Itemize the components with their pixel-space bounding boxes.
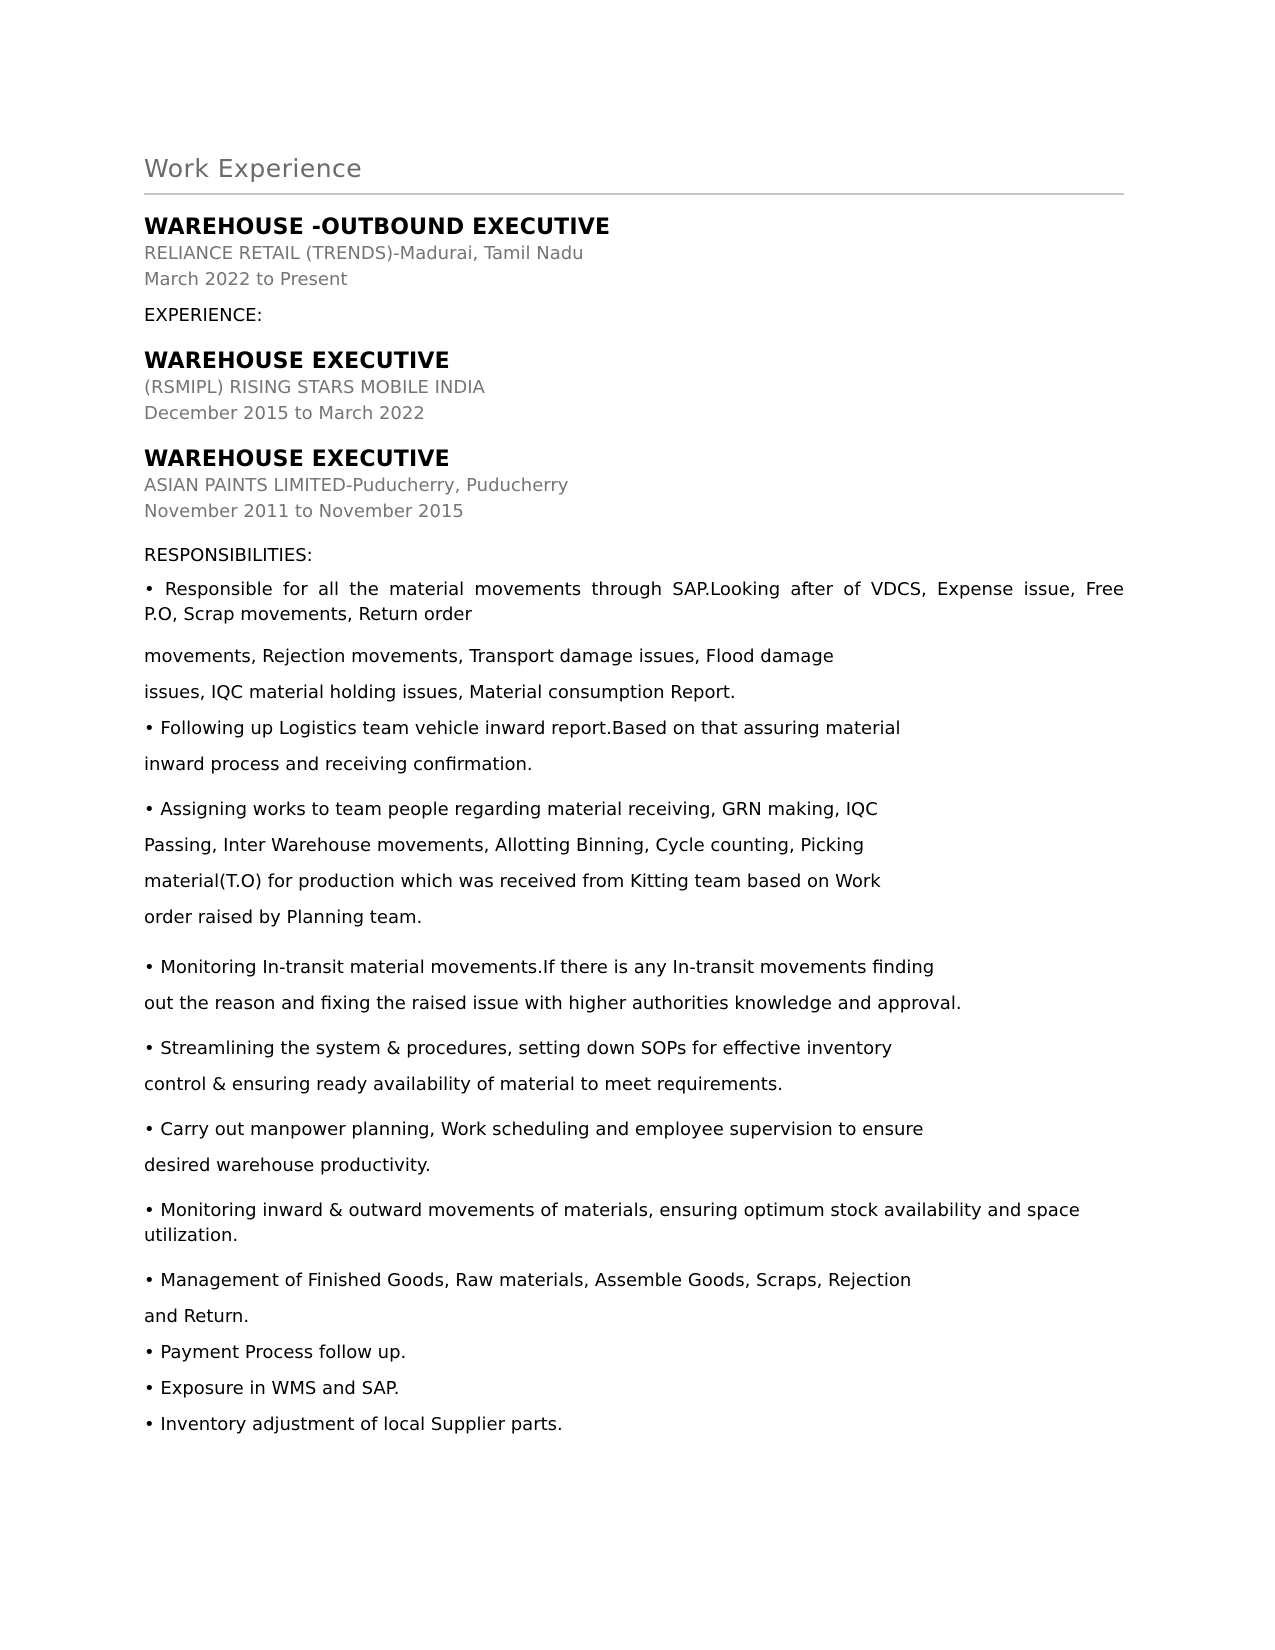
job-dates: November 2011 to November 2015 (144, 501, 464, 522)
job-title: WAREHOUSE EXECUTIVE (144, 447, 450, 472)
continuation-line: order raised by Planning team. (144, 907, 423, 928)
bullet-line: • Responsible for all the material movements through SAP.Looking after of VDCS, Expense issue, Free (144, 579, 1124, 600)
continuation-line: Passing, Inter Warehouse movements, Allotting Binning, Cycle counting, Picking (144, 835, 865, 856)
experience-label: EXPERIENCE: (144, 305, 263, 326)
continuation-line: movements, Rejection movements, Transport damage issues, Flood damage (144, 646, 834, 667)
job-title: WAREHOUSE EXECUTIVE (144, 349, 450, 374)
bullet-line: • Streamlining the system & procedures, setting down SOPs for effective inventory (144, 1038, 893, 1059)
job-entry (144, 215, 1124, 293)
bullet-line: • Monitoring In-transit material movements.If there is any In-transit movements finding (144, 957, 935, 978)
continuation-line: issues, IQC material holding issues, Material consumption Report. (144, 682, 736, 703)
job-dates: March 2022 to Present (144, 269, 348, 290)
continuation-line: desired warehouse productivity. (144, 1155, 431, 1176)
job-company-location: ASIAN PAINTS LIMITED-Puducherry, Puducherry (144, 475, 569, 496)
continuation-line: control & ensuring ready availability of material to meet requirements. (144, 1074, 783, 1095)
bullet-line: • Payment Process follow up. (144, 1342, 407, 1363)
responsibilities-list (144, 577, 1124, 1437)
job-entry (144, 349, 1124, 427)
job-entry (144, 447, 1124, 525)
job-company-location: (RSMIPL) RISING STARS MOBILE INDIA (144, 377, 485, 398)
section-title: Work Experience (144, 154, 363, 183)
continuation-line: utilization. (144, 1225, 239, 1246)
bullet-line: • Following up Logistics team vehicle inward report.Based on that assuring material (144, 718, 901, 739)
bullet-line: • Exposure in WMS and SAP. (144, 1378, 400, 1399)
continuation-line: material(T.O) for production which was received from Kitting team based on Work (144, 871, 881, 892)
continuation-line: out the reason and fixing the raised issue with higher authorities knowledge and approval. (144, 993, 962, 1014)
bullet-line: • Management of Finished Goods, Raw materials, Assemble Goods, Scraps, Rejection (144, 1270, 912, 1291)
bullet-line: • Assigning works to team people regarding material receiving, GRN making, IQC (144, 799, 878, 820)
responsibilities-label: RESPONSIBILITIES: (144, 545, 313, 566)
bullet-line: • Inventory adjustment of local Supplier parts. (144, 1414, 563, 1435)
continuation-line: and Return. (144, 1306, 250, 1327)
bullet-line: • Carry out manpower planning, Work scheduling and employee supervision to ensure (144, 1119, 924, 1140)
continuation-line: P.O, Scrap movements, Return order (144, 604, 472, 625)
job-company-location: RELIANCE RETAIL (TRENDS)-Madurai, Tamil Nadu (144, 243, 584, 264)
job-title: WAREHOUSE -OUTBOUND EXECUTIVE (144, 215, 611, 240)
continuation-line: inward process and receiving confirmation. (144, 754, 533, 775)
job-dates: December 2015 to March 2022 (144, 403, 425, 424)
bullet-line: • Monitoring inward & outward movements of materials, ensuring optimum stock availability and space (144, 1200, 1080, 1221)
section-divider (144, 193, 1124, 195)
